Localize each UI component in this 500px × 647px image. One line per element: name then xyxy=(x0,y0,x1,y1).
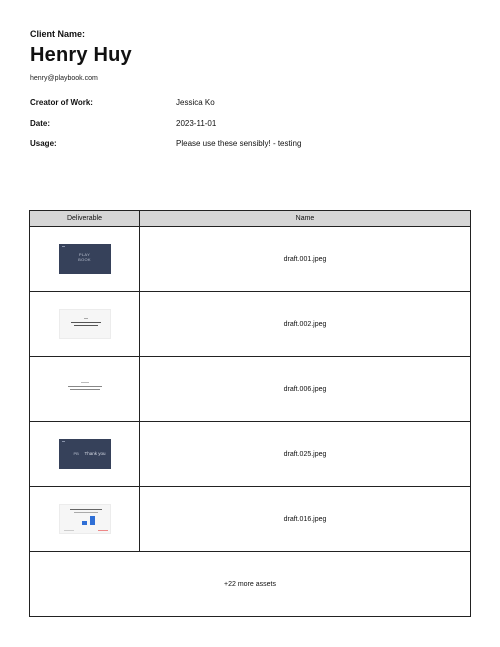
slide-logo-mark: PB xyxy=(73,451,79,456)
client-email: henry@playbook.com xyxy=(30,75,98,82)
more-assets-count: +22 more assets xyxy=(30,552,471,617)
detail-row-date xyxy=(30,119,470,131)
file-name: draft.002.jpeg xyxy=(140,292,471,357)
light-text-slide-thumbnail[interactable] xyxy=(59,309,111,339)
detail-value: Jessica Ko xyxy=(176,98,215,107)
dark-thank-you-slide-thumbnail[interactable] xyxy=(59,439,111,469)
detail-key: Usage: xyxy=(30,139,57,148)
detail-key: Date: xyxy=(30,119,51,128)
table-row xyxy=(30,487,471,552)
detail-row-creator xyxy=(30,98,470,110)
column-header-deliverable: Deliverable xyxy=(30,211,140,227)
detail-value: 2023-11-01 xyxy=(176,119,217,128)
table-row xyxy=(30,422,471,487)
table-row xyxy=(30,227,471,292)
deliverable-thumbnail-cell xyxy=(30,357,140,422)
deliverable-thumbnail-cell xyxy=(30,227,140,292)
detail-value: Please use these sensibly! - testing xyxy=(176,139,302,148)
deliverable-thumbnail-cell xyxy=(30,292,140,357)
file-name: draft.025.jpeg xyxy=(140,422,471,487)
light-chart-slide-thumbnail[interactable] xyxy=(59,504,111,534)
client-name: Henry Huy xyxy=(30,44,132,66)
file-name: draft.001.jpeg xyxy=(140,227,471,292)
deliverable-thumbnail-cell xyxy=(30,422,140,487)
detail-key: Creator of Work: xyxy=(30,98,93,107)
column-header-name: Name xyxy=(140,211,471,227)
detail-row-usage xyxy=(30,139,470,151)
deliverables-table xyxy=(29,210,471,617)
dark-logo-slide-thumbnail[interactable] xyxy=(59,244,111,274)
client-name-label: Client Name: xyxy=(30,29,86,39)
table-row xyxy=(30,292,471,357)
playbook-logo: PLAY BOOK xyxy=(78,252,91,262)
table-row xyxy=(30,357,471,422)
deliverable-thumbnail-cell xyxy=(30,487,140,552)
slide-thank-you-text: Thank you xyxy=(84,451,106,456)
table-header-row xyxy=(30,211,471,227)
white-text-slide-thumbnail[interactable] xyxy=(59,374,111,404)
table-footer-row xyxy=(30,552,471,617)
file-name: draft.016.jpeg xyxy=(140,487,471,552)
file-name: draft.006.jpeg xyxy=(140,357,471,422)
